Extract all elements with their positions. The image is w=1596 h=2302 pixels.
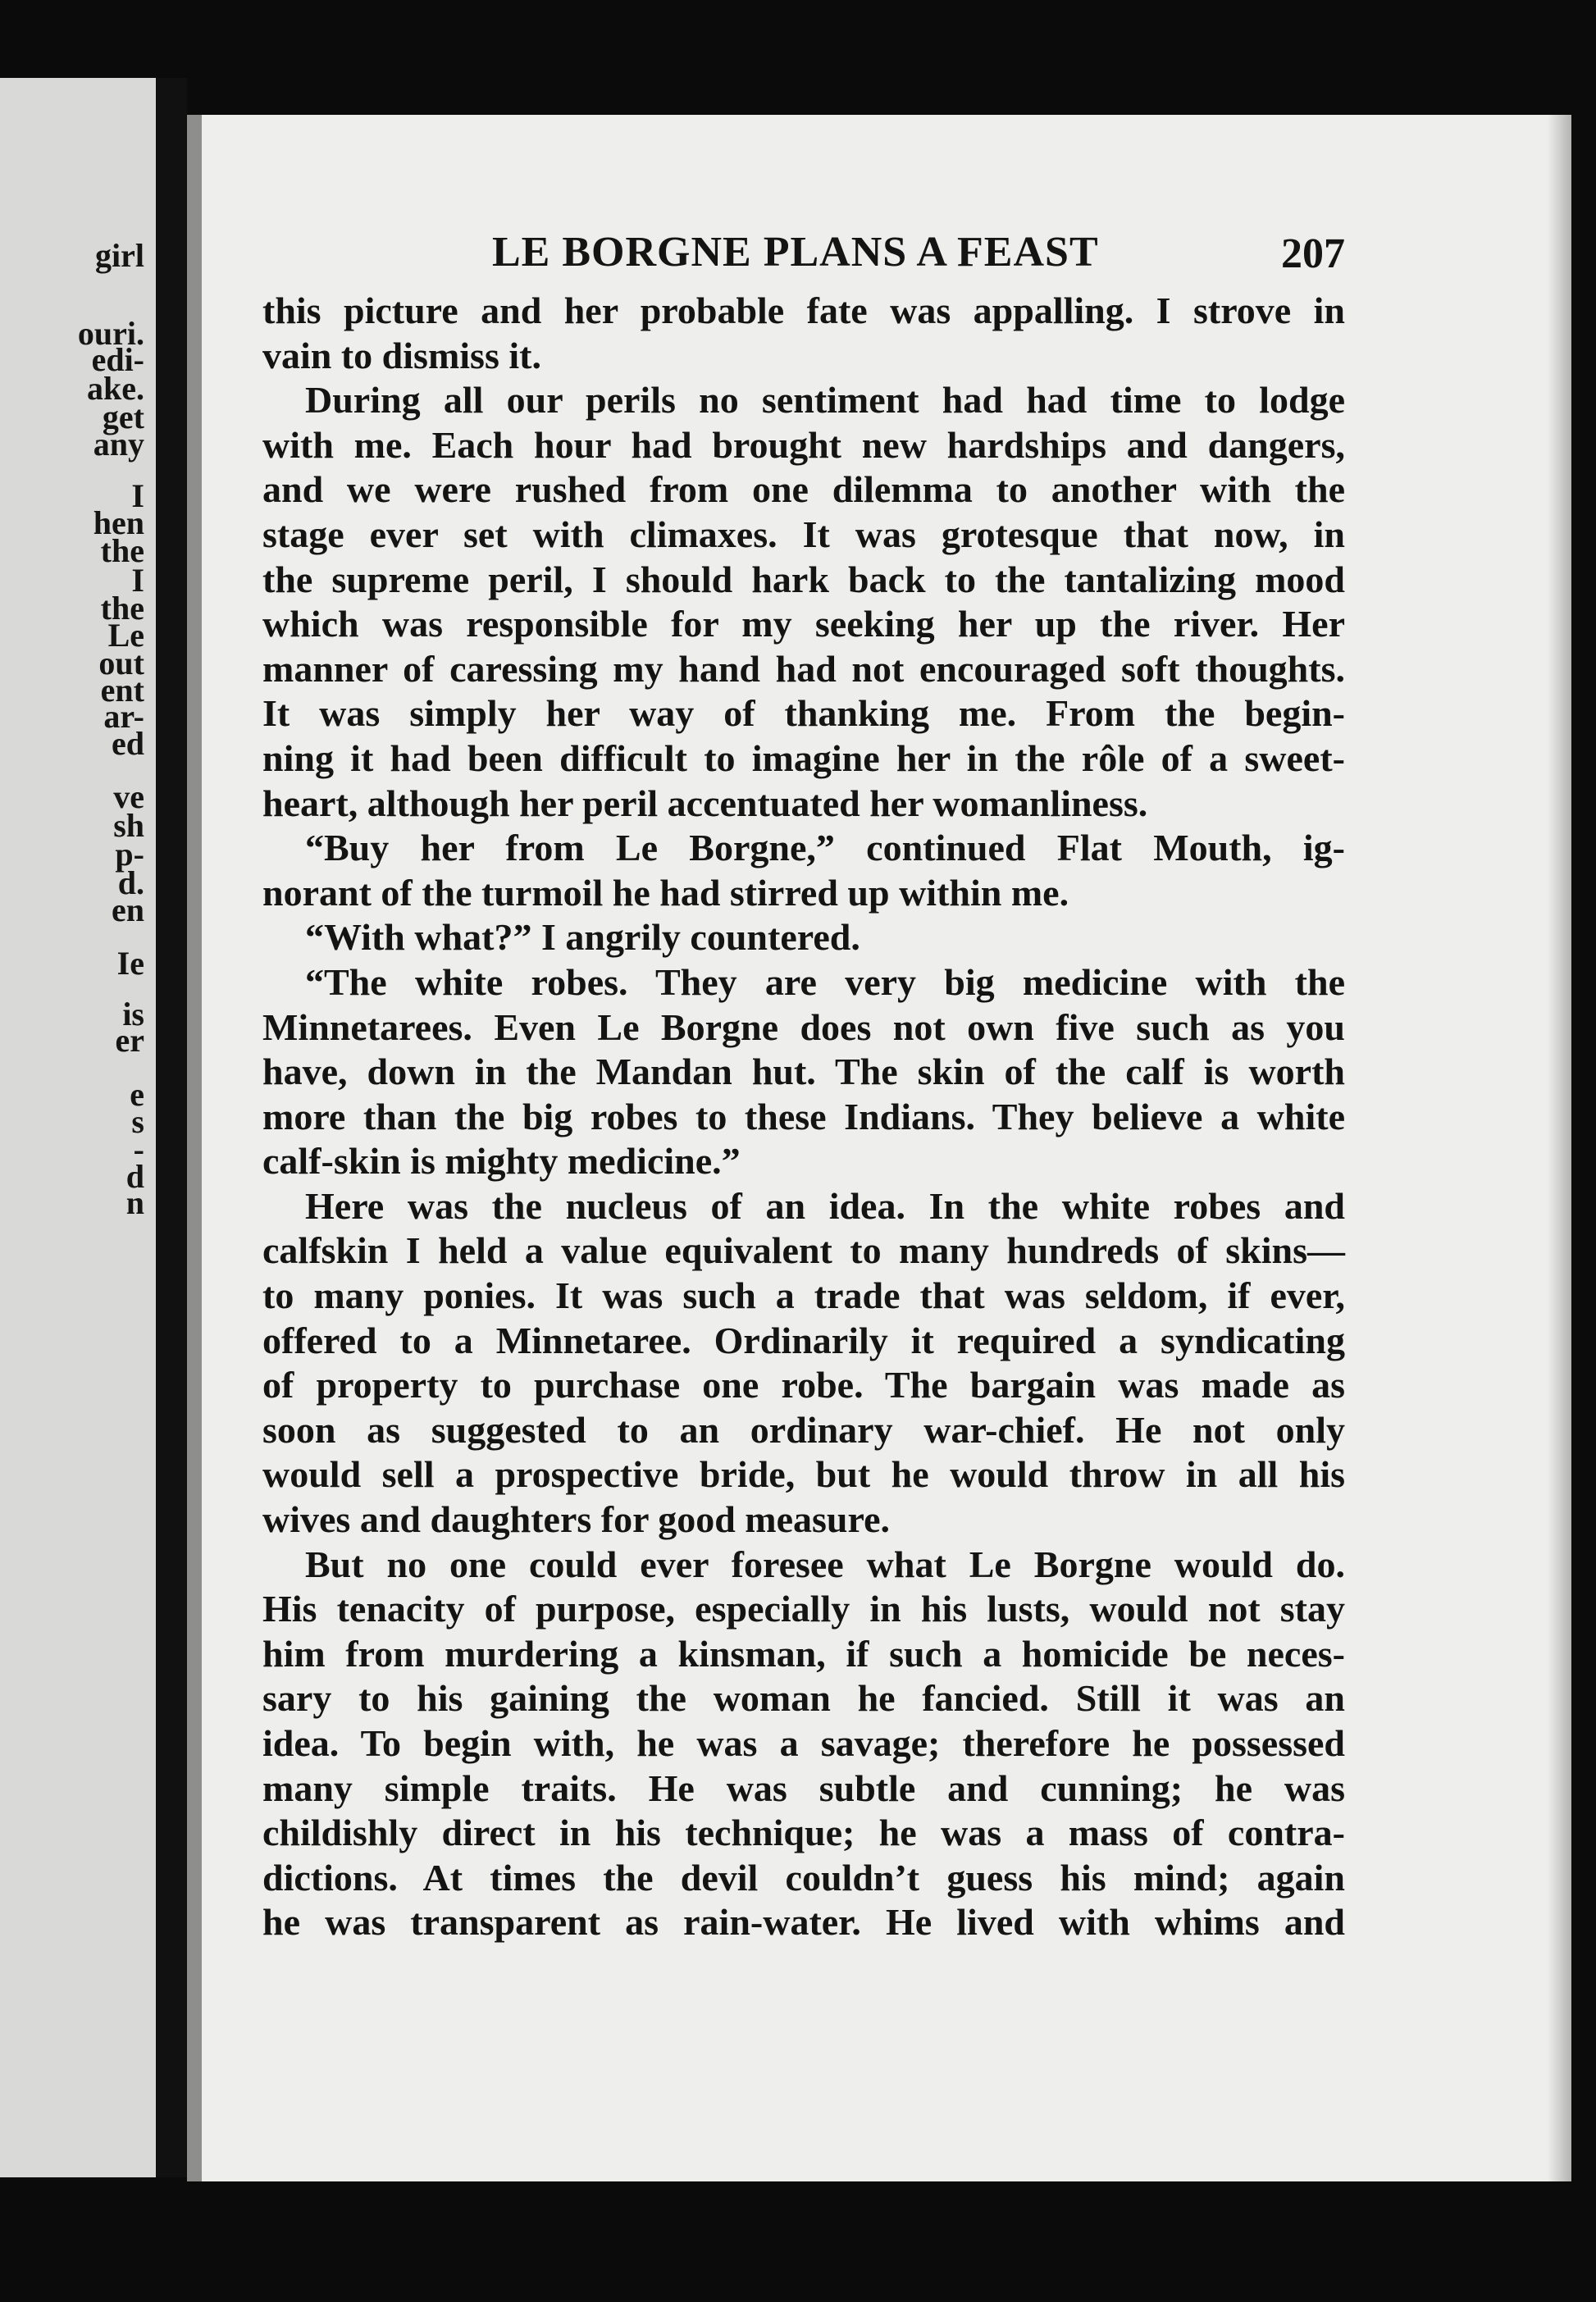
facing-page-fragment: the bbox=[100, 532, 144, 569]
text-line: “Buy her from Le Borgne,” continued Flat Mouth, ig- bbox=[305, 827, 1345, 869]
text-line: Here was the nucleus of an idea. In the white robes and bbox=[305, 1184, 1345, 1227]
text-line: heart, although her peril accentuated her womanliness. bbox=[262, 782, 1148, 824]
text-line: have, down in the Mandan hut. The skin of the calf is worth bbox=[262, 1051, 1345, 1093]
facing-page-fragment: n bbox=[125, 1184, 144, 1221]
facing-page-fragment: e bbox=[130, 1076, 144, 1113]
text-line: to many ponies. It was such a trade that was seldom, if ever, bbox=[262, 1274, 1345, 1317]
text-line: But no one could ever foresee what Le Borgne would do. bbox=[305, 1543, 1345, 1585]
text-line: of property to purchase one robe. The bargain was made as bbox=[262, 1364, 1345, 1406]
facing-page-fragment: s bbox=[131, 1103, 144, 1140]
text-line: norant of the turmoil he had stirred up within me. bbox=[262, 871, 1069, 914]
facing-page-fragment: ed bbox=[112, 725, 144, 762]
facing-page-fragment: ent bbox=[100, 672, 144, 709]
text-line: with me. Each hour had brought new hardships and dangers, bbox=[262, 423, 1345, 466]
text-line: idea. To begin with, he was a savage; therefore he possessed bbox=[262, 1722, 1345, 1764]
facing-page-fragment: Le bbox=[107, 617, 144, 654]
facing-page-fragment: - bbox=[133, 1131, 144, 1168]
facing-page-fragment: p- bbox=[115, 836, 144, 873]
page-number: 207 bbox=[1281, 230, 1345, 277]
text-line: “The white robes. They are very big medicine with the bbox=[305, 960, 1345, 1003]
text-line: manner of caressing my hand had not encouraged soft thoughts. bbox=[262, 647, 1345, 690]
facing-page-fragment: get bbox=[102, 399, 144, 435]
text-line: calf-skin is mighty medicine.” bbox=[262, 1140, 741, 1183]
text-line: he was transparent as rain-water. He lived with whims and bbox=[262, 1901, 1345, 1944]
running-head bbox=[492, 228, 1345, 277]
facing-page-fragment: ouri. bbox=[77, 315, 144, 352]
running-head-title: LE BORGNE PLANS A FEAST bbox=[492, 229, 1099, 276]
text-line: childishly direct in his technique; he was a mass of contra- bbox=[262, 1812, 1345, 1854]
facing-page-fragment: en bbox=[112, 891, 144, 928]
facing-page bbox=[0, 78, 156, 2177]
facing-page-fragment: sh bbox=[113, 807, 144, 844]
text-line: and we were rushed from one dilemma to another with the bbox=[262, 468, 1345, 511]
facing-page-fragment: ve bbox=[113, 778, 144, 815]
text-line: During all our perils no sentiment had had time to lodge bbox=[305, 379, 1345, 422]
text-line: dictions. At times the devil couldn’t guess his mind; again bbox=[262, 1856, 1345, 1899]
facing-page-fragment: hen bbox=[93, 504, 144, 541]
text-line: ning it had been difficult to imagine her in the rôle of a sweet- bbox=[262, 736, 1345, 779]
facing-page-fragment: out bbox=[98, 645, 144, 681]
text-line: Minnetarees. Even Le Borgne does not own five such as you bbox=[262, 1005, 1345, 1048]
body-text bbox=[262, 289, 1345, 1945]
text-line: stage ever set with climaxes. It was grotesque that now, in bbox=[262, 513, 1345, 555]
text-line: more than the big robes to these Indians. They believe a white bbox=[262, 1095, 1345, 1137]
facing-page-fragment: is bbox=[122, 996, 144, 1032]
text-line: vain to dismiss it. bbox=[262, 334, 541, 376]
facing-page-fragment: girl bbox=[95, 237, 144, 274]
text-line: calfskin I held a value equivalent to many hundreds of skins— bbox=[262, 1229, 1345, 1272]
text-line: this picture and her probable fate was appalling. I strove in bbox=[262, 289, 1345, 331]
text-line: which was responsible for my seeking her up the river. Her bbox=[262, 603, 1345, 645]
text-line: the supreme peril, I should hark back to the tantalizing mood bbox=[262, 558, 1345, 600]
text-line: sary to his gaining the woman he fancied. Still it was an bbox=[262, 1677, 1345, 1720]
facing-page-fragment: I bbox=[131, 562, 144, 599]
facing-page-fragment: edi- bbox=[91, 341, 144, 378]
facing-page-fragment: ake. bbox=[87, 370, 144, 407]
text-line: him from murdering a kinsman, if such a homicide be neces- bbox=[262, 1632, 1345, 1675]
text-line: “With what?” I angrily countered. bbox=[305, 916, 860, 959]
text-line: soon as suggested to an ordinary war-chief. He not only bbox=[262, 1408, 1345, 1451]
facing-page-fragment: I bbox=[131, 477, 144, 514]
facing-page-fragment: the bbox=[100, 590, 144, 627]
book-binding bbox=[156, 78, 187, 2177]
facing-page-fragment: d. bbox=[117, 864, 144, 901]
text-line: many simple traits. He was subtle and cunning; he was bbox=[262, 1766, 1345, 1809]
facing-page-fragment: Ie bbox=[116, 945, 144, 982]
facing-page-fragment: d bbox=[125, 1158, 144, 1195]
text-line: It was simply her way of thanking me. From the begin- bbox=[262, 692, 1345, 735]
facing-page-fragment: er bbox=[115, 1022, 144, 1059]
facing-page-fragment: any bbox=[93, 426, 144, 463]
text-line: offered to a Minnetaree. Ordinarily it required a syndicating bbox=[262, 1319, 1345, 1361]
text-line: His tenacity of purpose, especially in his lusts, would not stay bbox=[262, 1588, 1345, 1630]
page-gutter bbox=[187, 115, 202, 2181]
text-line: would sell a prospective bride, but he would throw in all his bbox=[262, 1453, 1345, 1496]
text-line: wives and daughters for good measure. bbox=[262, 1498, 890, 1541]
facing-page-fragment: ar- bbox=[103, 698, 144, 735]
